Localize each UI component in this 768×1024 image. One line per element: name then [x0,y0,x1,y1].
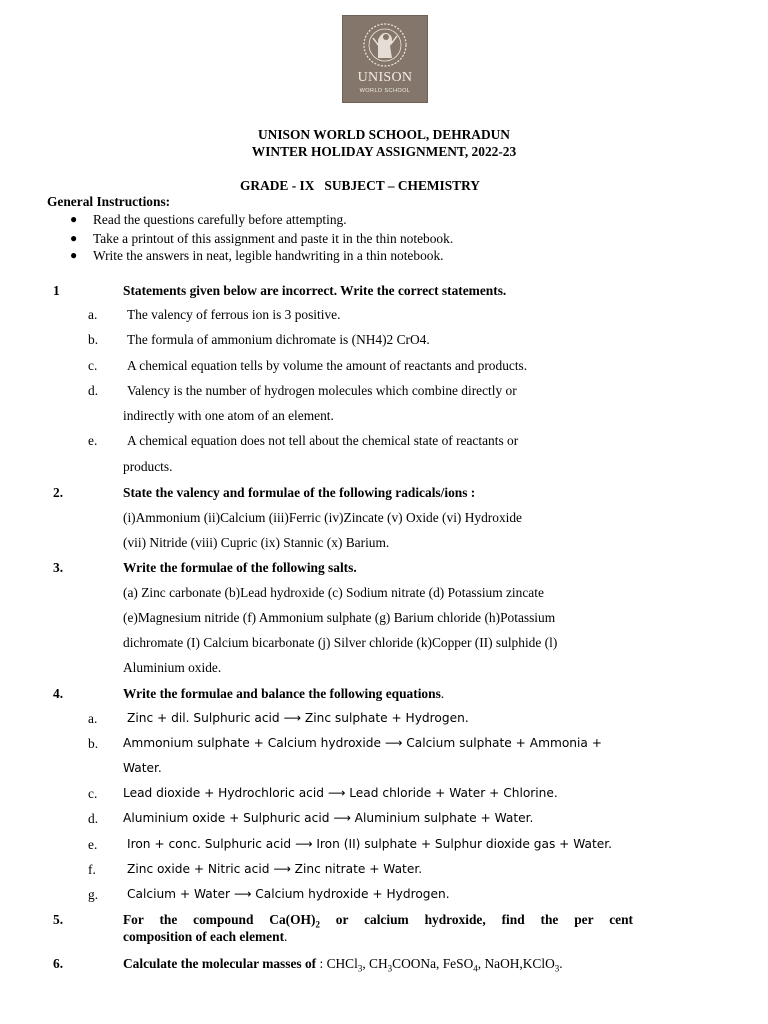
question-text-continued [123,929,287,945]
instruction-item: Read the questions carefully before attempting. [93,212,347,227]
question-line: (i)Ammonium (ii)Calcium (iii)Ferric (iv)Zincate (v) Oxide (vi) Hydroxide [123,510,522,525]
subscript: 2 [315,919,320,930]
formula: COONa [392,956,437,971]
school-title: UNISON WORLD SCHOOL, DEHRADUN [258,127,510,142]
question-number: 1 [53,283,60,298]
equation-text: Zinc oxide + Nitric acid ⟶ Zinc nitrate + Water. [127,862,423,876]
equation-text-continued: Water. [123,761,162,775]
instructions-title: General Instructions: [47,194,171,209]
part-text: The formula of ammonium dichromate is (NH4)2 CrO4. [127,332,430,347]
equation-text: Iron + conc. Sulphuric acid ⟶ Iron (II) sulphate + Sulphur dioxide gas + Water. [127,837,613,851]
question-text: State the valency and formulae of the following radicals/ions : [123,485,476,500]
subscript: 3 [387,963,393,974]
part-label: d. [88,811,99,826]
subscript: 3 [357,963,363,974]
part-text: A chemical equation tells by volume the amount of reactants and products. [127,358,528,373]
question-text-bold: Calculate the molecular masses of [123,956,317,971]
question-line: (a) Zinc carbonate (b)Lead hydroxide (c) Sodium nitrate (d) Potassium zincate [123,585,544,600]
instruction-item: Write the answers in neat, legible handwriting in a thin notebook. [93,248,444,263]
question-text-part: or calcium hydroxide, find the per cent [319,912,633,927]
part-label: e. [88,837,98,852]
part-label: b. [88,332,99,347]
bullet-icon: ● [70,231,78,245]
part-label: a. [88,307,98,322]
separator: , [477,956,485,971]
grade-subject: GRADE - IX SUBJECT – CHEMISTRY [240,178,480,193]
part-label: f. [88,862,96,877]
question-line: dichromate (I) Calcium bicarbonate (j) Silver chloride (k)Copper (II) sulphide (l) [123,635,558,650]
question-text: Write the formulae of the following salts. [123,560,357,575]
question-text-tail: . [284,929,288,944]
question-text-bold: composition of each element [123,929,285,944]
part-text-continued: products. [123,459,173,474]
part-label: b. [88,736,99,751]
question-number: 6. [53,956,64,971]
part-text: The valency of ferrous ion is 3 positive. [127,307,341,322]
part-text: A chemical equation does not tell about the chemical state of reactants or [127,433,519,448]
part-text: Valency is the number of hydrogen molecules which combine directly or [127,383,517,398]
formula: NaOH,KClO [484,956,555,971]
part-label: c. [88,358,98,373]
question-number: 5. [53,912,64,927]
question-line: (e)Magnesium nitride (f) Ammonium sulphate (g) Barium chloride (h)Potassium [123,610,556,625]
question-text-tail: . [440,686,445,701]
separator: , [362,956,370,971]
bullet-icon: ● [70,212,78,226]
question-text-bold: Write the formulae and balance the following equations [123,686,441,701]
question-text-part: For the compound Ca(OH) [123,912,316,927]
part-label: g. [88,887,99,902]
question-number: 3. [53,560,64,575]
equation-text: Ammonium sulphate + Calcium hydroxide ⟶ Calcium sulphate + Ammonia + [123,736,602,750]
end-punct: . [559,956,563,971]
logo-subtitle: WORLD SCHOOL [359,88,411,94]
subscript: 3 [554,963,560,974]
formula: CHCl [326,956,358,971]
separator: : [316,956,327,971]
subscript: 4 [473,963,478,974]
question-text: Statements given below are incorrect. Write the correct statements. [123,283,507,298]
separator: , [436,956,443,971]
part-label: e. [88,433,98,448]
question-number: 2. [53,485,64,500]
assignment-title: WINTER HOLIDAY ASSIGNMENT, 2022-23 [251,144,517,159]
equation-text: Calcium + Water ⟶ Calcium hydroxide + Hydrogen. [127,887,450,901]
question-number: 4. [53,686,64,701]
question-text [123,956,563,974]
school-logo [342,15,428,103]
logo-name: UNISON [357,70,413,85]
question-text [123,686,444,702]
part-label: d. [88,383,99,398]
part-text-continued: indirectly with one atom of an element. [123,408,334,423]
equation-text: Aluminium oxide + Sulphuric acid ⟶ Aluminium sulphate + Water. [123,811,534,825]
equation-text: Zinc + dil. Sulphuric acid ⟶ Zinc sulphate + Hydrogen. [127,711,469,725]
part-label: a. [88,711,98,726]
instruction-item: Take a printout of this assignment and paste it in the thin notebook. [93,231,454,246]
question-text [123,912,633,930]
bullet-icon: ● [70,248,78,262]
question-line: Aluminium oxide. [123,660,222,675]
formula: FeSO [442,956,474,971]
equation-text: Lead dioxide + Hydrochloric acid ⟶ Lead chloride + Water + Chlorine. [123,786,558,800]
formula: CH [369,956,388,971]
question-line: (vii) Nitride (viii) Cupric (ix) Stannic (x) Barium. [123,535,390,550]
part-label: c. [88,786,98,801]
